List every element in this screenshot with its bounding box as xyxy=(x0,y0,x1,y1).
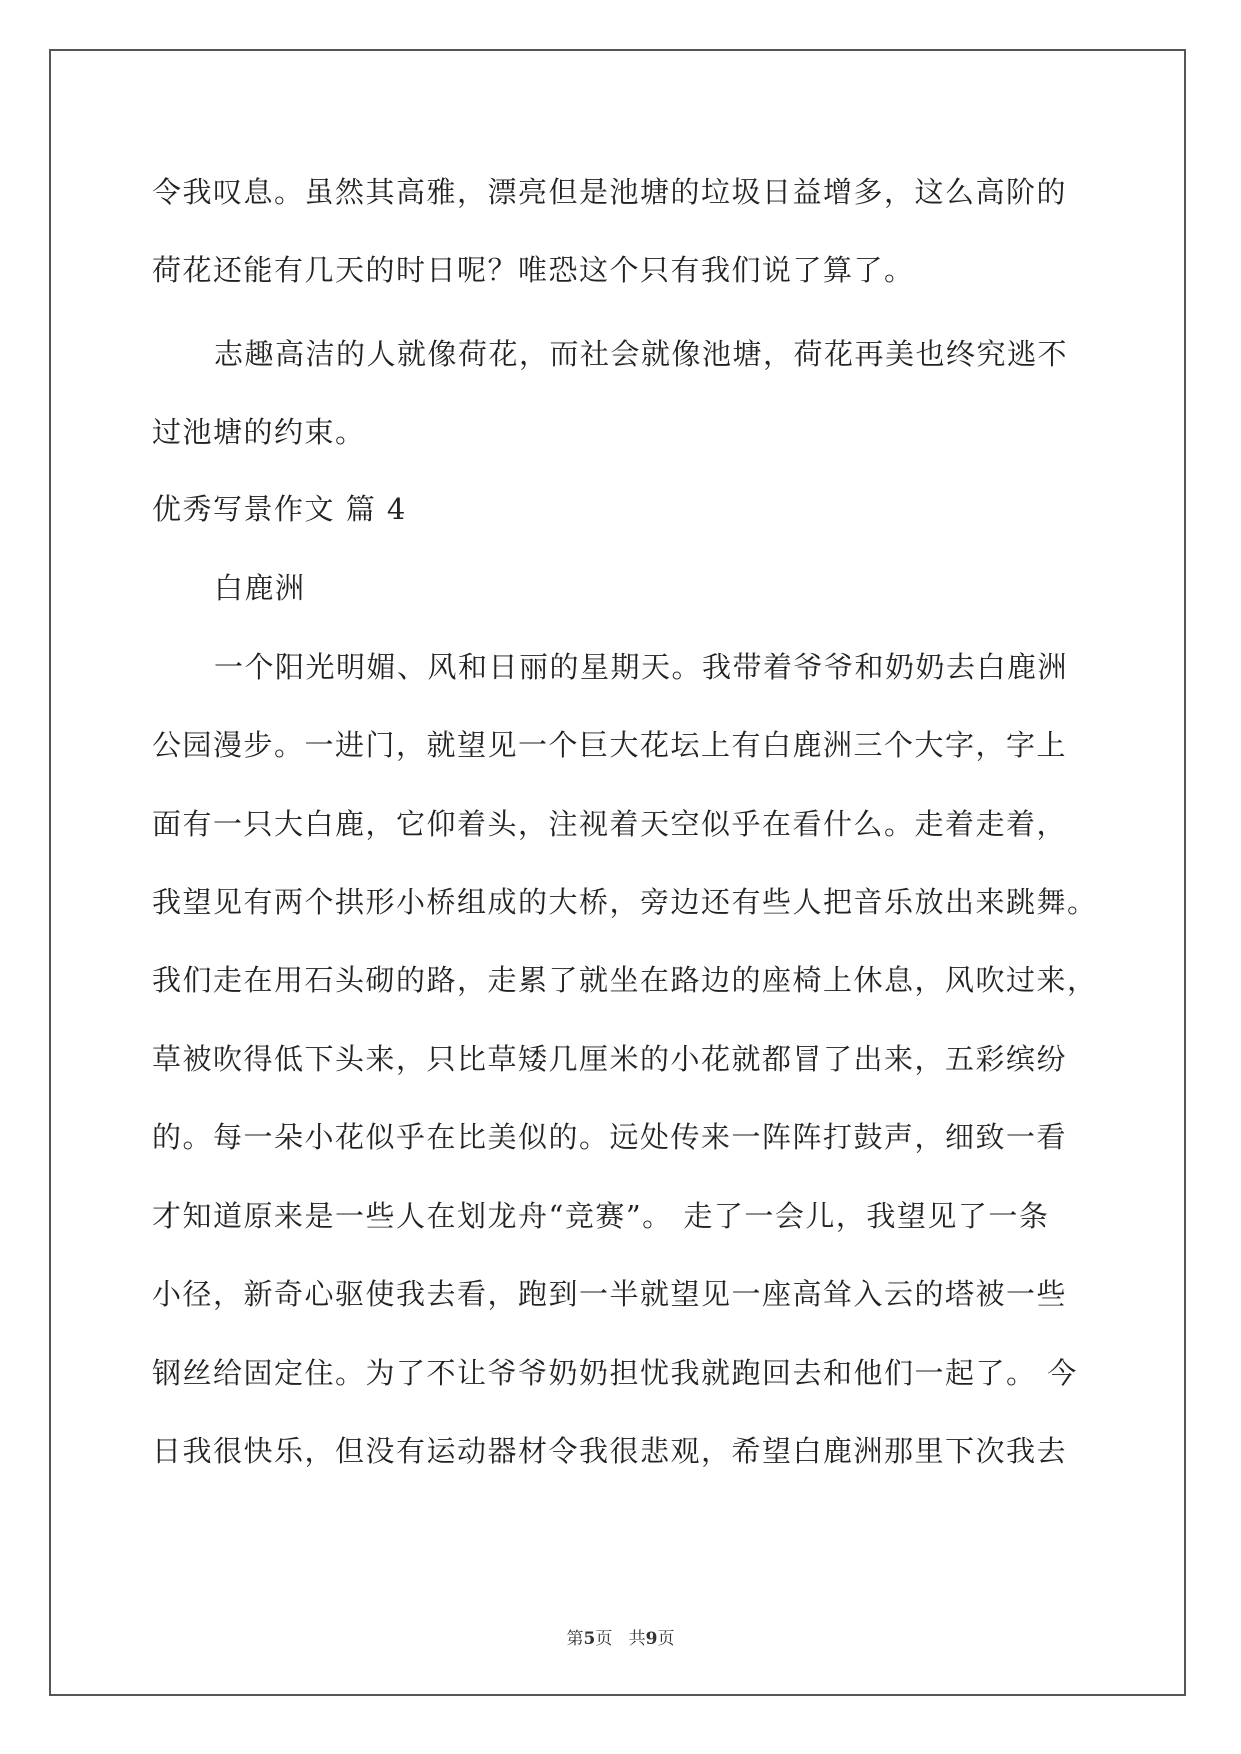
text-line-10: 我望见有两个拱形小桥组成的大桥，旁边还有些人把音乐放出来跳舞。 xyxy=(152,885,1098,919)
text-line-11: 我们走在用石头砌的路，走累了就坐在路边的座椅上休息，风吹过来， xyxy=(152,963,1098,997)
text-line-16: 钢丝给固定住。为了不让爷爷奶奶担忧我就跑回去和他们一起了。 今 xyxy=(152,1356,1078,1390)
text-line-3: 志趣高洁的人就像荷花，而社会就像池塘，荷花再美也终究逃不 xyxy=(214,337,1069,371)
text-line-7: 一个阳光明媚、风和日丽的星期天。我带着爷爷和奶奶去白鹿洲 xyxy=(214,650,1069,684)
text-line-4: 过池塘的约束。 xyxy=(152,415,366,449)
essay-title: 白鹿洲 xyxy=(214,571,306,605)
text-line-2: 荷花还能有几天的时日呢？唯恐这个只有我们说了算了。 xyxy=(152,253,915,287)
text-line-17: 日我很快乐，但没有运动器材令我很悲观，希望白鹿洲那里下次我去 xyxy=(152,1434,1068,1468)
text-line-9: 面有一只大白鹿，它仰着头，注视着天空似乎在看什么。走着走着， xyxy=(152,807,1068,841)
text-line-8: 公园漫步。一进门，就望见一个巨大花坛上有白鹿洲三个大字，字上 xyxy=(152,728,1068,762)
text-line-12: 草被吹得低下头来，只比草矮几厘米的小花就都冒了出来，五彩缤纷 xyxy=(152,1042,1068,1076)
current-page-number: 5 xyxy=(583,1629,596,1649)
text-line-15: 小径，新奇心驱使我去看，跑到一半就望见一座高耸入云的塔被一些 xyxy=(152,1277,1068,1311)
text-line-1: 令我叹息。虽然其高雅，漂亮但是池塘的垃圾日益增多，这么高阶的 xyxy=(152,175,1068,209)
section-heading: 优秀写景作文 篇 4 xyxy=(152,492,407,526)
page-mid: 页 共 xyxy=(595,1629,646,1649)
page-prefix: 第 xyxy=(566,1629,584,1649)
page-suffix: 页 xyxy=(657,1629,675,1649)
text-line-13: 的。每一朵小花似乎在比美似的。远处传来一阵阵打鼓声，细致一看 xyxy=(152,1120,1068,1154)
text-line-14: 才知道原来是一些人在划龙舟“竞赛”。 走了一会儿，我望见了一条 xyxy=(152,1199,1050,1233)
total-page-number: 9 xyxy=(645,1629,658,1649)
page-number-footer xyxy=(0,1624,1241,1649)
